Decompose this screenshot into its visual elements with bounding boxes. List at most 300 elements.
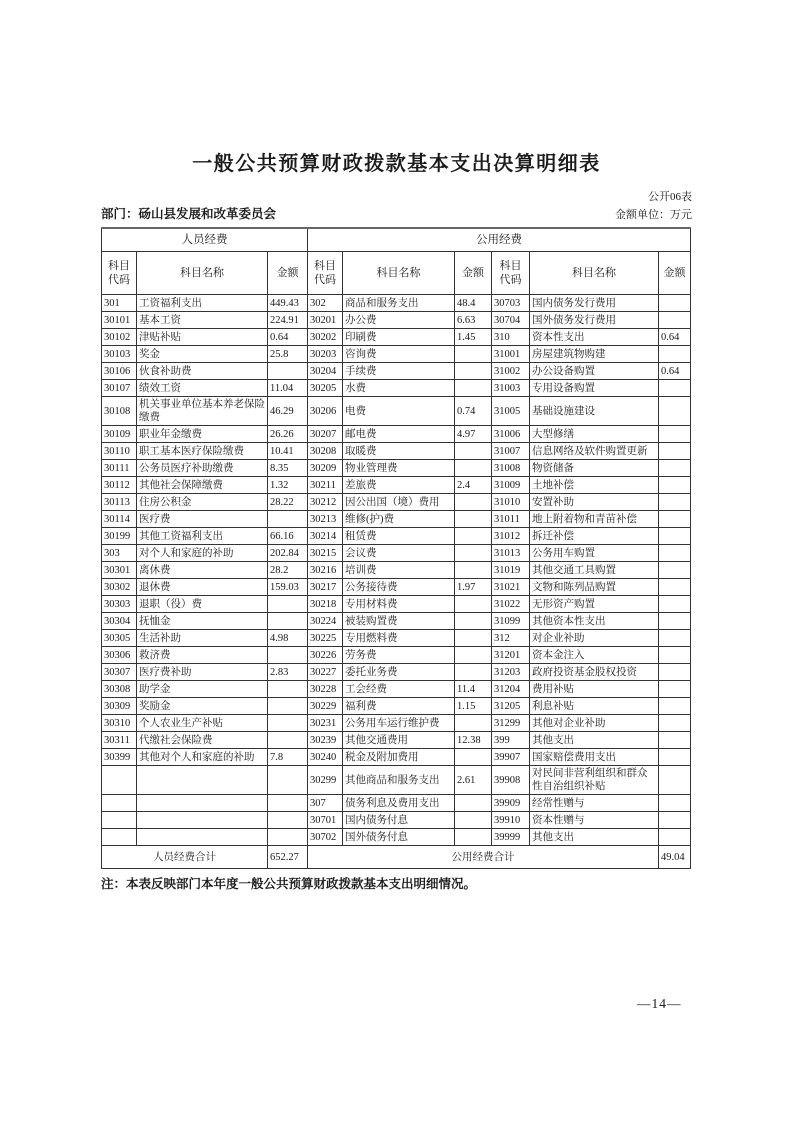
col-header-amount: 金额	[455, 252, 492, 295]
cell-amount: 66.16	[268, 528, 308, 545]
col-header-code	[102, 252, 137, 295]
cell-name: 医疗费	[137, 511, 268, 528]
cell-amount	[659, 795, 691, 812]
cell-code: 30202	[308, 329, 343, 346]
public-total-label: 公用经费合计	[308, 846, 659, 869]
cell-code: 30211	[308, 477, 343, 494]
table-row	[102, 829, 691, 846]
cell-amount	[455, 613, 492, 630]
table-row	[102, 681, 691, 698]
cell-code: 30209	[308, 460, 343, 477]
cell-amount	[268, 647, 308, 664]
cell-amount: 28.2	[268, 562, 308, 579]
cell-amount	[268, 732, 308, 749]
cell-name: 工会经费	[343, 681, 455, 698]
table-row	[102, 329, 691, 346]
cell-name: 维修(护)费	[343, 511, 455, 528]
cell-name: 公务接待费	[343, 579, 455, 596]
cell-amount: 1.45	[455, 329, 492, 346]
col-header-amount: 金额	[659, 252, 691, 295]
cell-name: 政府投资基金股权投资	[530, 664, 659, 681]
cell-name: 国外债务发行费用	[530, 312, 659, 329]
cell-name: 基础设施建设	[530, 397, 659, 426]
cell-amount	[455, 460, 492, 477]
cell-name: 邮电费	[343, 426, 455, 443]
cell-amount: 2.4	[455, 477, 492, 494]
cell-name: 工资福利支出	[137, 295, 268, 312]
cell-name: 其他商品和服务支出	[343, 766, 455, 795]
cell-name: 伙食补助费	[137, 363, 268, 380]
cell-name: 房屋建筑物购建	[530, 346, 659, 363]
cell-name: 大型修缮	[530, 426, 659, 443]
cell-amount	[268, 698, 308, 715]
meta-row	[101, 204, 692, 222]
cell-code: 30702	[308, 829, 343, 846]
cell-name: 被装购置费	[343, 613, 455, 630]
table-row	[102, 766, 691, 795]
cell-code: 31003	[492, 380, 530, 397]
cell-code: 31009	[492, 477, 530, 494]
table-row	[102, 443, 691, 460]
col-header-code-text: 科目代码	[108, 260, 130, 286]
page-number: —14—	[637, 996, 682, 1011]
cell-code: 30703	[492, 295, 530, 312]
cell-name	[137, 829, 268, 846]
cell-code: 30217	[308, 579, 343, 596]
cell-name: 基本工资	[137, 312, 268, 329]
table-row	[102, 397, 691, 426]
table-row	[102, 477, 691, 494]
cell-amount	[268, 795, 308, 812]
cell-amount	[659, 630, 691, 647]
cell-name: 其他对企业补助	[530, 715, 659, 732]
cell-amount	[455, 795, 492, 812]
cell-code: 31019	[492, 562, 530, 579]
cell-code: 30304	[102, 613, 137, 630]
cell-name: 水费	[343, 380, 455, 397]
table-row	[102, 295, 691, 312]
cell-name: 差旅费	[343, 477, 455, 494]
cell-amount	[659, 460, 691, 477]
cell-code: 30306	[102, 647, 137, 664]
cell-code: 30311	[102, 732, 137, 749]
cell-amount	[268, 812, 308, 829]
cell-amount: 2.83	[268, 664, 308, 681]
cell-code: 31205	[492, 698, 530, 715]
cell-name: 因公出国（境）费用	[343, 494, 455, 511]
cell-name: 电费	[343, 397, 455, 426]
cell-name: 其他支出	[530, 732, 659, 749]
table-row	[102, 363, 691, 380]
col-header-code-text: 科目代码	[314, 260, 336, 286]
cell-amount	[268, 715, 308, 732]
cell-amount: 46.29	[268, 397, 308, 426]
cell-name: 退休费	[137, 579, 268, 596]
col-header-code	[492, 252, 530, 295]
cell-code: 30201	[308, 312, 343, 329]
cell-amount	[659, 664, 691, 681]
cell-code: 30299	[308, 766, 343, 795]
cell-code: 39909	[492, 795, 530, 812]
cell-amount: 1.97	[455, 579, 492, 596]
cell-name: 委托业务费	[343, 664, 455, 681]
cell-code: 30207	[308, 426, 343, 443]
cell-code: 31021	[492, 579, 530, 596]
cell-name: 费用补贴	[530, 681, 659, 698]
cell-code: 39908	[492, 766, 530, 795]
cell-name: 对企业补助	[530, 630, 659, 647]
cell-name: 生活补助	[137, 630, 268, 647]
cell-amount: 0.64	[268, 329, 308, 346]
cell-code: 30231	[308, 715, 343, 732]
cell-name: 津贴补贴	[137, 329, 268, 346]
cell-amount	[455, 562, 492, 579]
table-row	[102, 511, 691, 528]
cell-name: 税金及附加费用	[343, 749, 455, 766]
cell-code: 30229	[308, 698, 343, 715]
table-row	[102, 312, 691, 329]
cell-amount	[455, 664, 492, 681]
table-area	[101, 227, 692, 892]
cell-amount: 159.03	[268, 579, 308, 596]
cell-amount	[659, 681, 691, 698]
cell-code: 30309	[102, 698, 137, 715]
form-code-label: 公开06表	[648, 191, 692, 203]
cell-name: 商品和服务支出	[343, 295, 455, 312]
cell-code: 30112	[102, 477, 137, 494]
cell-amount	[659, 579, 691, 596]
cell-amount: 224.91	[268, 312, 308, 329]
cell-amount	[659, 477, 691, 494]
cell-code: 31008	[492, 460, 530, 477]
cell-amount: 48.4	[455, 295, 492, 312]
table-row	[102, 528, 691, 545]
col-header-name: 科目名称	[343, 252, 455, 295]
cell-code: 30205	[308, 380, 343, 397]
cell-name: 奖金	[137, 346, 268, 363]
cell-amount	[455, 829, 492, 846]
cell-amount: 0.64	[659, 329, 691, 346]
cell-code: 30310	[102, 715, 137, 732]
cell-name: 对个人和家庭的补助	[137, 545, 268, 562]
cell-amount	[659, 749, 691, 766]
cell-code	[102, 829, 137, 846]
cell-code: 30225	[308, 630, 343, 647]
cell-name: 住房公积金	[137, 494, 268, 511]
cell-amount: 449.43	[268, 295, 308, 312]
cell-name: 物资储备	[530, 460, 659, 477]
cell-name: 抚恤金	[137, 613, 268, 630]
cell-code: 30701	[308, 812, 343, 829]
cell-code: 30103	[102, 346, 137, 363]
col-header-name: 科目名称	[137, 252, 268, 295]
cell-code: 30213	[308, 511, 343, 528]
column-header-row	[102, 252, 691, 295]
cell-code: 30106	[102, 363, 137, 380]
cell-name: 专用燃料费	[343, 630, 455, 647]
cell-name: 国内债务付息	[343, 812, 455, 829]
cell-code: 30240	[308, 749, 343, 766]
cell-code: 30218	[308, 596, 343, 613]
cell-amount: 11.4	[455, 681, 492, 698]
cell-amount	[455, 346, 492, 363]
cell-code: 31010	[492, 494, 530, 511]
budget-table	[101, 227, 691, 869]
cell-amount: 1.15	[455, 698, 492, 715]
cell-name: 利息补贴	[530, 698, 659, 715]
cell-name: 其他支出	[530, 829, 659, 846]
cell-code: 30110	[102, 443, 137, 460]
cell-code: 30216	[308, 562, 343, 579]
cell-name: 资本性赠与	[530, 812, 659, 829]
cell-name: 经常性赠与	[530, 795, 659, 812]
cell-code: 31022	[492, 596, 530, 613]
cell-code: 30113	[102, 494, 137, 511]
cell-name: 资本金注入	[530, 647, 659, 664]
cell-code: 31002	[492, 363, 530, 380]
cell-code: 30212	[308, 494, 343, 511]
cell-name: 救济费	[137, 647, 268, 664]
cell-name: 离休费	[137, 562, 268, 579]
cell-amount: 8.35	[268, 460, 308, 477]
cell-code: 312	[492, 630, 530, 647]
table-row	[102, 749, 691, 766]
cell-name: 租赁费	[343, 528, 455, 545]
table-row	[102, 346, 691, 363]
cell-name: 安置补助	[530, 494, 659, 511]
cell-name: 办公费	[343, 312, 455, 329]
cell-code: 31299	[492, 715, 530, 732]
table-note: 注：本表反映部门本年度一般公共预算财政拨款基本支出明细情况。	[101, 877, 477, 891]
cell-name: 个人农业生产补贴	[137, 715, 268, 732]
cell-name: 国内债务发行费用	[530, 295, 659, 312]
cell-code: 303	[102, 545, 137, 562]
cell-name: 公务用车购置	[530, 545, 659, 562]
cell-name	[137, 812, 268, 829]
cell-name: 职业年金缴费	[137, 426, 268, 443]
personnel-total-label: 人员经费合计	[102, 846, 268, 869]
cell-name: 地上附着物和青苗补偿	[530, 511, 659, 528]
table-row	[102, 380, 691, 397]
cell-name: 劳务费	[343, 647, 455, 664]
cell-name: 奖励金	[137, 698, 268, 715]
cell-name: 咨询费	[343, 346, 455, 363]
cell-name: 代缴社会保险费	[137, 732, 268, 749]
cell-name: 土地补偿	[530, 477, 659, 494]
cell-name: 文物和陈列品购置	[530, 579, 659, 596]
cell-code: 30208	[308, 443, 343, 460]
personnel-total-value: 652.27	[268, 846, 308, 869]
cell-amount	[455, 596, 492, 613]
table-row	[102, 812, 691, 829]
cell-code: 30107	[102, 380, 137, 397]
cell-name: 福利费	[343, 698, 455, 715]
cell-code: 30203	[308, 346, 343, 363]
cell-amount	[659, 346, 691, 363]
cell-code: 30704	[492, 312, 530, 329]
cell-name: 国家赔偿费用支出	[530, 749, 659, 766]
cell-amount	[455, 443, 492, 460]
cell-amount	[659, 613, 691, 630]
table-row	[102, 664, 691, 681]
table-row	[102, 460, 691, 477]
cell-amount	[659, 812, 691, 829]
cell-amount	[659, 528, 691, 545]
col-header-name: 科目名称	[530, 252, 659, 295]
cell-name: 公务员医疗补助缴费	[137, 460, 268, 477]
group-header-public: 公用经费	[308, 228, 691, 252]
cell-amount	[659, 562, 691, 579]
cell-code: 30308	[102, 681, 137, 698]
cell-amount	[659, 545, 691, 562]
cell-code: 30214	[308, 528, 343, 545]
cell-amount	[268, 613, 308, 630]
cell-code: 39999	[492, 829, 530, 846]
table-row	[102, 732, 691, 749]
cell-code: 39907	[492, 749, 530, 766]
cell-name: 对民间非营利组织和群众性自治组织补贴	[530, 766, 659, 795]
cell-code: 31012	[492, 528, 530, 545]
cell-code: 30224	[308, 613, 343, 630]
cell-amount	[268, 511, 308, 528]
cell-amount: 0.64	[659, 363, 691, 380]
cell-code: 30301	[102, 562, 137, 579]
cell-name: 物业管理费	[343, 460, 455, 477]
cell-amount: 25.8	[268, 346, 308, 363]
cell-name: 医疗费补助	[137, 664, 268, 681]
cell-amount	[659, 312, 691, 329]
cell-code: 31007	[492, 443, 530, 460]
cell-amount	[659, 397, 691, 426]
cell-code: 30108	[102, 397, 137, 426]
cell-code: 30204	[308, 363, 343, 380]
cell-code: 31203	[492, 664, 530, 681]
cell-amount: 0.74	[455, 397, 492, 426]
table-body	[102, 295, 691, 846]
cell-name: 其他资本性支出	[530, 613, 659, 630]
cell-name: 拆迁补偿	[530, 528, 659, 545]
col-header-amount: 金额	[268, 252, 308, 295]
cell-name: 职工基本医疗保险缴费	[137, 443, 268, 460]
cell-amount	[455, 630, 492, 647]
cell-amount	[268, 829, 308, 846]
col-header-code-text: 科目代码	[499, 260, 522, 286]
cell-code: 30199	[102, 528, 137, 545]
cell-amount: 7.8	[268, 749, 308, 766]
cell-amount	[455, 494, 492, 511]
cell-code: 31204	[492, 681, 530, 698]
group-header-personnel: 人员经费	[102, 228, 308, 252]
cell-code: 39910	[492, 812, 530, 829]
cell-code: 31011	[492, 511, 530, 528]
cell-amount	[455, 749, 492, 766]
cell-name: 绩效工资	[137, 380, 268, 397]
cell-amount: 4.98	[268, 630, 308, 647]
cell-code: 31005	[492, 397, 530, 426]
table-row	[102, 426, 691, 443]
cell-amount: 12.38	[455, 732, 492, 749]
cell-amount: 202.84	[268, 545, 308, 562]
cell-name: 退职（役）费	[137, 596, 268, 613]
cell-amount: 4.97	[455, 426, 492, 443]
cell-name: 其他社会保障缴费	[137, 477, 268, 494]
cell-name: 信息网络及软件购置更新	[530, 443, 659, 460]
cell-amount	[455, 545, 492, 562]
cell-amount	[659, 511, 691, 528]
cell-name: 助学金	[137, 681, 268, 698]
cell-code: 30399	[102, 749, 137, 766]
cell-amount	[455, 647, 492, 664]
table-row	[102, 494, 691, 511]
cell-amount	[455, 363, 492, 380]
cell-name: 无形资产购置	[530, 596, 659, 613]
cell-amount	[268, 681, 308, 698]
cell-name: 培训费	[343, 562, 455, 579]
table-row	[102, 545, 691, 562]
cell-code: 30111	[102, 460, 137, 477]
cell-amount	[659, 443, 691, 460]
table-row	[102, 715, 691, 732]
cell-code: 30226	[308, 647, 343, 664]
cell-code: 302	[308, 295, 343, 312]
cell-amount: 26.26	[268, 426, 308, 443]
cell-code	[102, 766, 137, 795]
cell-amount	[455, 812, 492, 829]
cell-code: 310	[492, 329, 530, 346]
cell-name: 办公设备购置	[530, 363, 659, 380]
cell-code: 31001	[492, 346, 530, 363]
cell-amount	[455, 380, 492, 397]
cell-amount	[659, 647, 691, 664]
cell-code: 30227	[308, 664, 343, 681]
cell-name: 机关事业单位基本养老保险缴费	[137, 397, 268, 426]
cell-name	[137, 795, 268, 812]
cell-amount: 10.41	[268, 443, 308, 460]
cell-amount	[268, 766, 308, 795]
cell-code: 30305	[102, 630, 137, 647]
table-row	[102, 579, 691, 596]
cell-name: 国外债务付息	[343, 829, 455, 846]
cell-code: 30206	[308, 397, 343, 426]
cell-amount	[659, 732, 691, 749]
cell-code: 31201	[492, 647, 530, 664]
table-row	[102, 795, 691, 812]
cell-name: 印刷费	[343, 329, 455, 346]
cell-name: 债务利息及费用支出	[343, 795, 455, 812]
page-title: 一般公共预算财政拨款基本支出决算明细表	[192, 153, 601, 175]
cell-name: 其他工资福利支出	[137, 528, 268, 545]
cell-code: 30228	[308, 681, 343, 698]
cell-amount: 6.63	[455, 312, 492, 329]
cell-code	[102, 795, 137, 812]
cell-amount	[268, 363, 308, 380]
cell-code: 30215	[308, 545, 343, 562]
public-total-value: 49.04	[659, 846, 691, 869]
cell-name: 公务用车运行维护费	[343, 715, 455, 732]
cell-amount: 11.04	[268, 380, 308, 397]
cell-name: 专用材料费	[343, 596, 455, 613]
cell-amount	[659, 596, 691, 613]
table-row	[102, 698, 691, 715]
cell-amount	[455, 715, 492, 732]
cell-amount	[659, 698, 691, 715]
unit-label: 金额单位：万元	[615, 209, 692, 221]
cell-code: 30101	[102, 312, 137, 329]
cell-name: 其他交通费用	[343, 732, 455, 749]
cell-amount: 1.32	[268, 477, 308, 494]
cell-amount	[455, 511, 492, 528]
cell-amount	[659, 380, 691, 397]
